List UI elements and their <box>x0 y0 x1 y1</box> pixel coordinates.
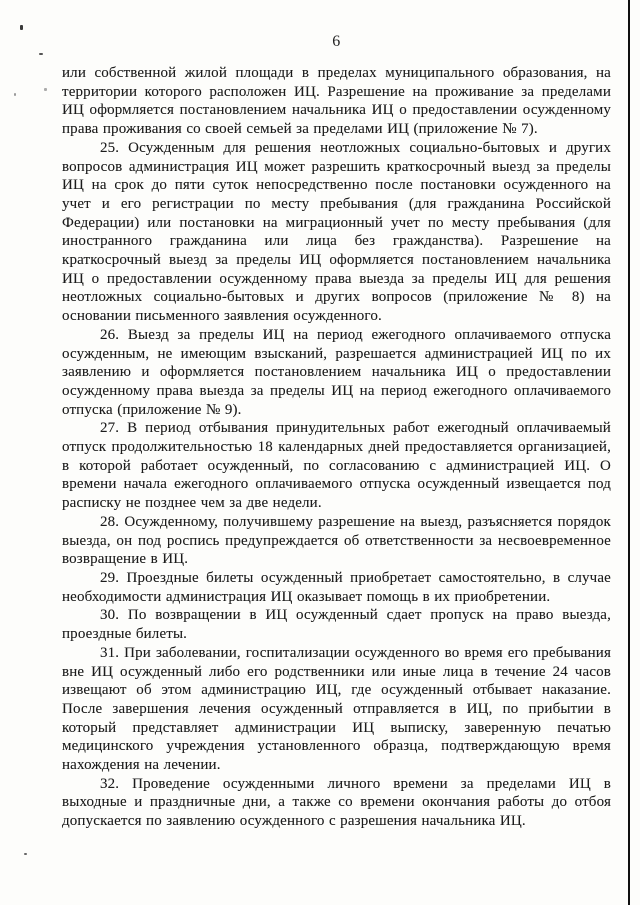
paragraph-26: 26. Выезд за пределы ИЦ на период ежегодного оплачиваемого отпуска осужденным, не имеющим взысканий, разрешается администрацией ИЦ по их заявлению и оформляется постановлением начальника ИЦ о предоставлении осужденному права выезда за пределы ИЦ на период ежегодного оплачиваемого отпуска (приложение № 9). <box>62 326 611 418</box>
paragraph-25: 25. Осужденным для решения неотложных социально-бытовых и других вопросов администрация ИЦ может разрешить краткосрочный выезд за пределы ИЦ на срок до пяти суток непосредственно после постановки осужденного на учет и его регистрации по месту пребывания (для гражданина Российской Федерации) или постановки на миграционный учет по месту пребывания (для иностранного гражданина или лица без гражданства). Разрешение на краткосрочный выезд за пределы ИЦ оформляется постановлением начальника ИЦ о предоставлении осужденному права выезда за пределы ИЦ для решения неотложных социально-бытовых и других вопросов (приложение № 8) на основании письменного заявления осужденного. <box>62 139 611 325</box>
page-number: 6 <box>332 33 341 50</box>
paragraph-28: 28. Осужденному, получившему разрешение на выезд, разъясняется порядок выезда, он под роспись предупреждается об ответственности за несвоевременное возвращение в ИЦ. <box>62 513 611 568</box>
paragraph-31: 31. При заболевании, госпитализации осужденного во время его пребывания вне ИЦ осужденный либо его родственники или иные лица в течение 24 часов извещают об этом администрацию ИЦ, где осужденный отбывает наказание. После завершения лечения осужденный отправляется в ИЦ, по прибытии в который представляет администрации ИЦ выписку, заверенную печатью медицинского учреждения установленного образца, подтверждающую время нахождения на лечении. <box>62 644 611 774</box>
scan-edge-line <box>628 0 630 905</box>
document-text-block <box>62 64 611 831</box>
paragraph-29: 29. Проездные билеты осужденный приобретает самостоятельно, в случае необходимости администрация ИЦ оказывает помощь в их приобретении. <box>62 569 611 605</box>
paragraph-continuation: или собственной жилой площади в пределах муниципального образования, на территории которого расположен ИЦ. Разрешение на проживание за пределами ИЦ оформляется постановлением начальника ИЦ о предоставлении осужденному права проживания со своей семьей за пределами ИЦ (приложение № 7). <box>62 65 611 138</box>
scan-artifact-speck <box>39 53 43 55</box>
scan-artifact-speck <box>24 853 27 855</box>
paragraph-32: 32. Проведение осужденными личного времени за пределами ИЦ в выходные и праздничные дни, а также со времени окончания работы до отбоя допускается по заявлению осужденного с разрешения начальника ИЦ. <box>62 775 611 830</box>
paragraph-30: 30. По возвращении в ИЦ осужденный сдает пропуск на право выезда, проездные билеты. <box>62 607 611 643</box>
scan-artifact-speck <box>14 93 16 96</box>
scan-artifact-speck <box>20 25 23 30</box>
paragraph-27: 27. В период отбывания принудительных работ ежегодный оплачиваемый отпуск продолжительностью 18 календарных дней предоставляется организацией, в которой работает осужденный, по согласованию с администрацией ИЦ. О времени начала ежегодного оплачиваемого отпуска осужденный извещается под расписку не позднее чем за две недели. <box>62 420 611 512</box>
scan-artifact-speck <box>44 88 47 91</box>
